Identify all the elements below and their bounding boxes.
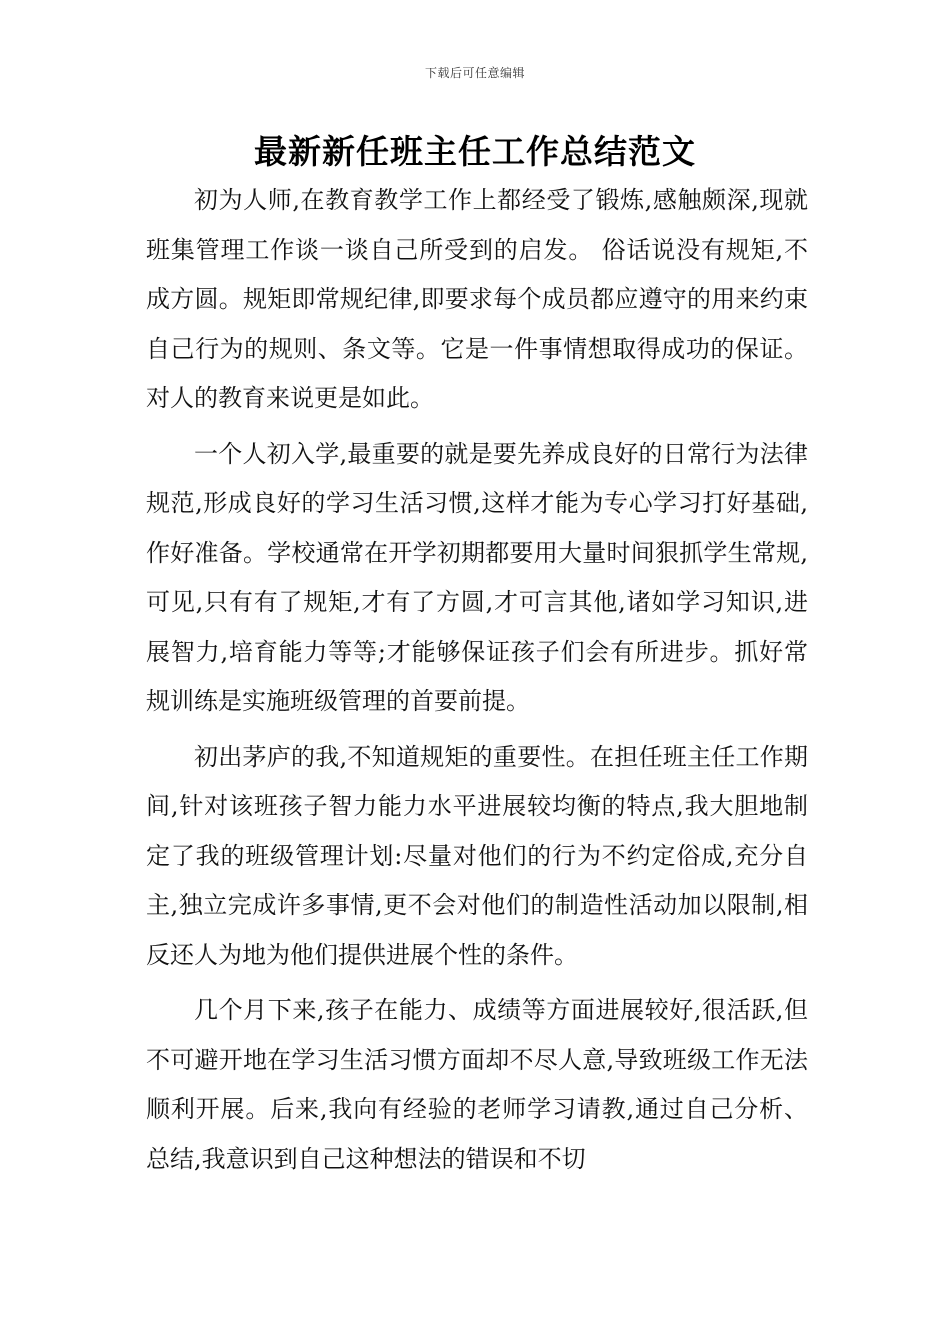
paragraph: 几个月下来,孩子在能力、成绩等方面进展较好,很活跃,但不可避开地在学习生活习惯方面却不尽人意,导致班级工作无法顺利开展。后来,我向有经验的老师学习请教,通过自己分析、总结,我意识到自己这种想法的错误和不切 bbox=[146, 996, 808, 1173]
header-note: 下载后可任意编辑 bbox=[424, 66, 525, 80]
paragraph: 一个人初入学,最重要的就是要先养成良好的日常行为法律规范,形成良好的学习生活习惯,这样才能为专心学习打好基础,作好准备。学校通常在开学初期都要用大量时间狠抓学生常规,可见,只有有了规矩,才有了方圆,才可言其他,诸如学习知识,进展智力,培育能力等等;才能够保证孩子们会有所进步。抓好常规训练是实施班级管理的首要前提。 bbox=[146, 439, 808, 715]
paragraph: 初为人师,在教育教学工作上都经受了锻炼,感触颇深,现就班集管理工作谈一谈自己所受到的启发。 俗话说没有规矩,不成方圆。规矩即常规纪律,即要求每个成员都应遵守的用来约束自己行为的规则、条文等。它是一件事情想取得成功的保证。对人的教育来说更是如此。 bbox=[146, 186, 808, 412]
paragraph: 初出茅庐的我,不知道规矩的重要性。在担任班主任工作期间,针对该班孩子智力能力水平进展较均衡的特点,我大胆地制定了我的班级管理计划:尽量对他们的行为不约定俗成,充分自主,独立完成许多事情,更不会对他们的制造性活动加以限制,相反还人为地为他们提供进展个性的条件。 bbox=[146, 742, 808, 969]
document-title: 最新新任班主任工作总结范文 bbox=[254, 132, 696, 171]
document-body bbox=[146, 176, 808, 1184]
